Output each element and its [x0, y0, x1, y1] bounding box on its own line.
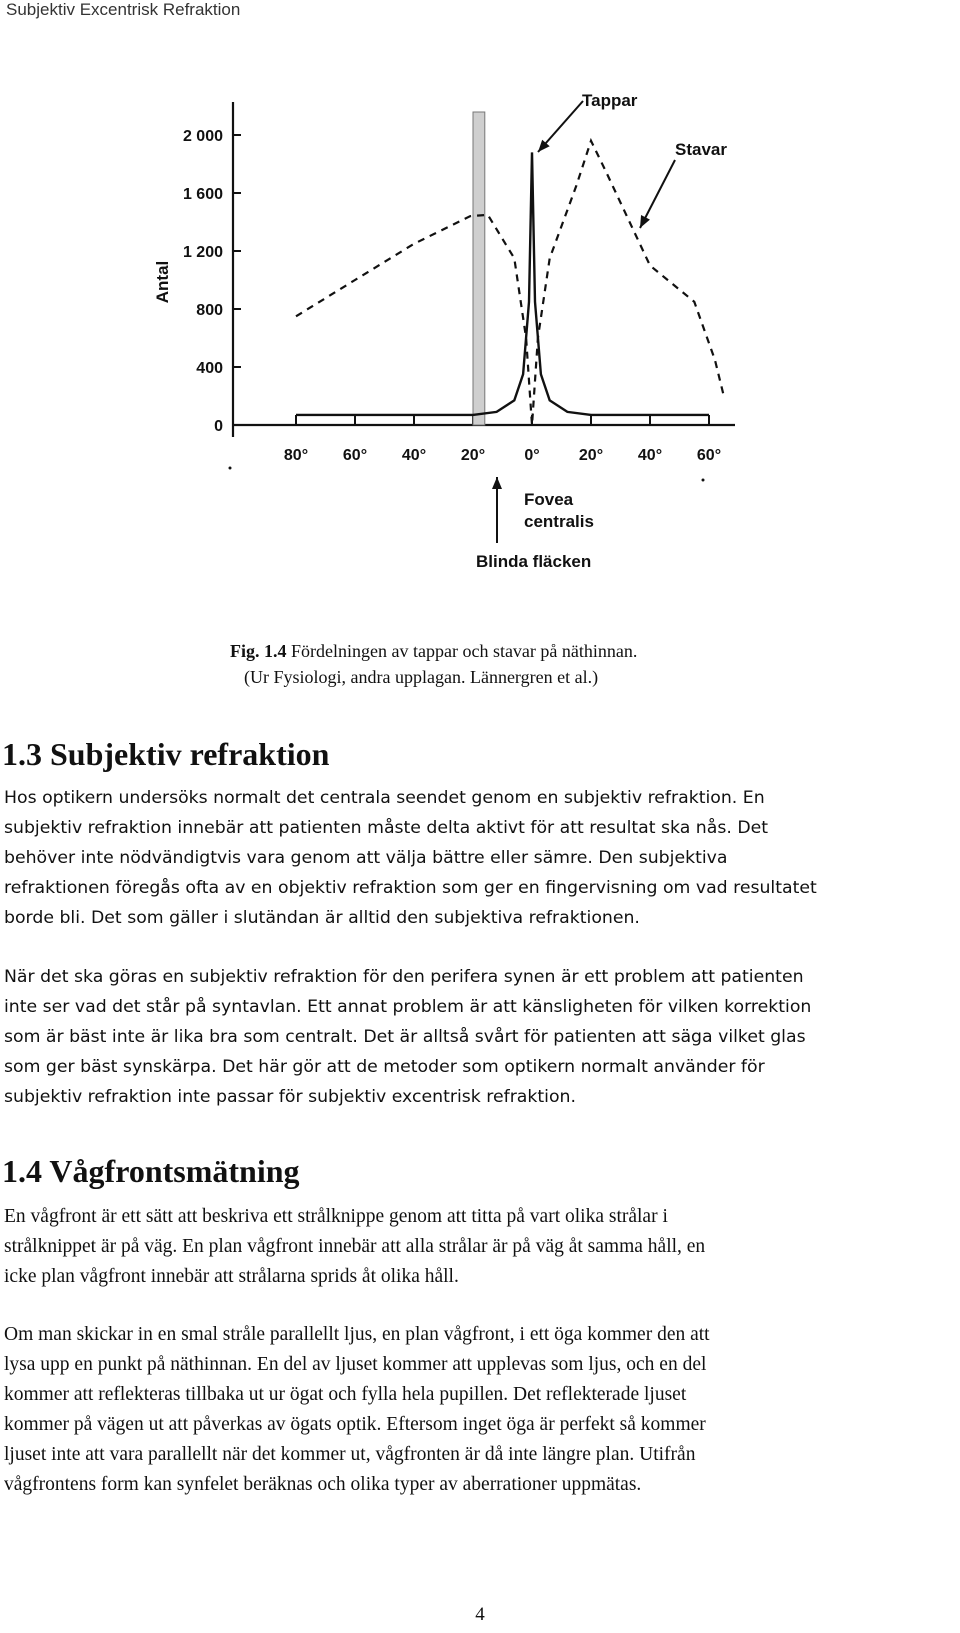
page-number: 4: [475, 1604, 485, 1625]
x-tick-label: 60°: [696, 447, 722, 464]
text-line: Om man skickar in en smal stråle parallellt ljus, en plan vågfront, i ett öga kommer den att: [4, 1324, 710, 1345]
text-line: subjektiv refraktion innebär att patienten måste delta aktivt för att resultat ska nås. Det: [4, 818, 769, 838]
text-line: refraktionen föregås ofta av en objektiv refraktion som ger en fingervisning om vad resultatet: [4, 878, 817, 898]
text-line: borde bli. Det som gäller i slutändan är alltid den subjektiva refraktionen.: [4, 908, 640, 928]
scan-dot: [229, 467, 232, 470]
scan-dot: [702, 479, 705, 482]
section-heading-subjektiv: 1.3 Subjektiv refraktion: [2, 736, 330, 772]
text-line: Hos optikern undersöks normalt det centrala seendet genom en subjektiv refraktion. En: [4, 788, 765, 808]
chart-tick-labels: [183, 128, 721, 464]
text-line: kommer på vägen ut att påverkas av ögats optik. Eftersom inget öga är perfekt så kommer: [4, 1414, 706, 1435]
series-stavar-line: [296, 141, 724, 425]
caption-number: 4: [277, 641, 287, 661]
label-fovea-centralis: centralis: [524, 512, 594, 531]
caption-label: Fig. 1.: [230, 641, 278, 661]
blind-spot-bar: [473, 112, 485, 425]
label-stavar: Stavar: [675, 140, 727, 159]
paragraph-vagfront-1: [4, 1202, 956, 1292]
x-tick-label: 60°: [342, 447, 368, 464]
x-tick-label: 20°: [460, 447, 486, 464]
paragraph-subjektiv-2: [4, 962, 956, 1112]
caption-text: Fördelningen av tappar och stavar på näthinnan.: [286, 641, 638, 661]
y-tick-label: 2 000: [182, 128, 223, 145]
y-axis-label: Antal: [153, 260, 172, 304]
figure-caption: [230, 638, 830, 690]
x-tick-label: 40°: [637, 447, 663, 464]
text-line: som är bäst inte är lika bra som centralt. Det är alltså svårt för patienten att säga vilket glas: [4, 1027, 806, 1047]
label-tappar: Tappar: [582, 91, 638, 110]
x-tick-label: 20°: [578, 447, 604, 464]
x-tick-label: 40°: [401, 447, 427, 464]
text-line: strålknippet är på väg. En plan vågfront innebär att alla strålar är på väg åt samma håll, en: [4, 1236, 706, 1257]
figure-retina-distribution: [0, 0, 960, 600]
x-tick-label: 80°: [283, 447, 309, 464]
caption-source: (Ur Fysiologi, andra upplagan. Lännergren et al.): [244, 667, 599, 687]
text-line: ljuset inte att vara parallellt när det kommer ut, vågfronten är då inte längre plan. Utifrån: [4, 1444, 696, 1465]
y-tick-label: 800: [196, 302, 223, 319]
paragraph-vagfront-2: [4, 1320, 956, 1500]
label-blinda-flacken: Blinda fläcken: [476, 552, 592, 571]
text-line: subjektiv refraktion inte passar för subjektiv excentrisk refraktion.: [4, 1087, 576, 1107]
y-tick-label: 1 600: [182, 186, 223, 203]
x-tick-label: 0°: [524, 447, 540, 464]
chart-ticks: [233, 135, 709, 425]
text-line: vågfrontens form kan synfelet beräknas och olika typer av aberrationer uppmätas.: [4, 1474, 642, 1495]
text-line: En vågfront är ett sätt att beskriva ett strålknippe genom att titta på vart olika strålar i: [4, 1206, 668, 1227]
paragraph-subjektiv-1: [4, 783, 956, 933]
section-heading-vagfront: 1.4 Vågfrontsmätning: [2, 1153, 300, 1189]
y-tick-label: 400: [196, 360, 223, 377]
series-tappar-line: [296, 152, 709, 415]
text-line: inte ser vad det står på syntavlan. Ett annat problem är att känsligheten för vilken korrektion: [4, 997, 812, 1017]
label-fovea: Fovea: [524, 490, 574, 509]
text-line: kommer att reflekteras tillbaka ut ur ögat och fylla hela pupillen. Det reflekterade ljuset: [4, 1384, 687, 1405]
text-line: När det ska göras en subjektiv refraktion för den perifera synen är ett problem att patienten: [4, 967, 804, 987]
text-line: behöver inte nödvändigtvis vara genom att välja bättre eller sämre. Den subjektiva: [4, 848, 728, 868]
y-tick-label: 1 200: [182, 244, 223, 261]
running-header: Subjektiv Excentrisk Refraktion: [6, 0, 241, 19]
text-line: som ger bäst synskärpa. Det här gör att de metoder som optikern normalt använder för: [4, 1057, 765, 1077]
text-line: icke plan vågfront innebär att strålarna sprids åt olika håll.: [4, 1266, 459, 1287]
arrow-blinda-flacken-head: [492, 477, 502, 489]
text-line: lysa upp en punkt på näthinnan. En del av ljuset kommer att upplevas som ljus, och en del: [4, 1354, 707, 1375]
y-tick-label: 0: [214, 418, 223, 435]
